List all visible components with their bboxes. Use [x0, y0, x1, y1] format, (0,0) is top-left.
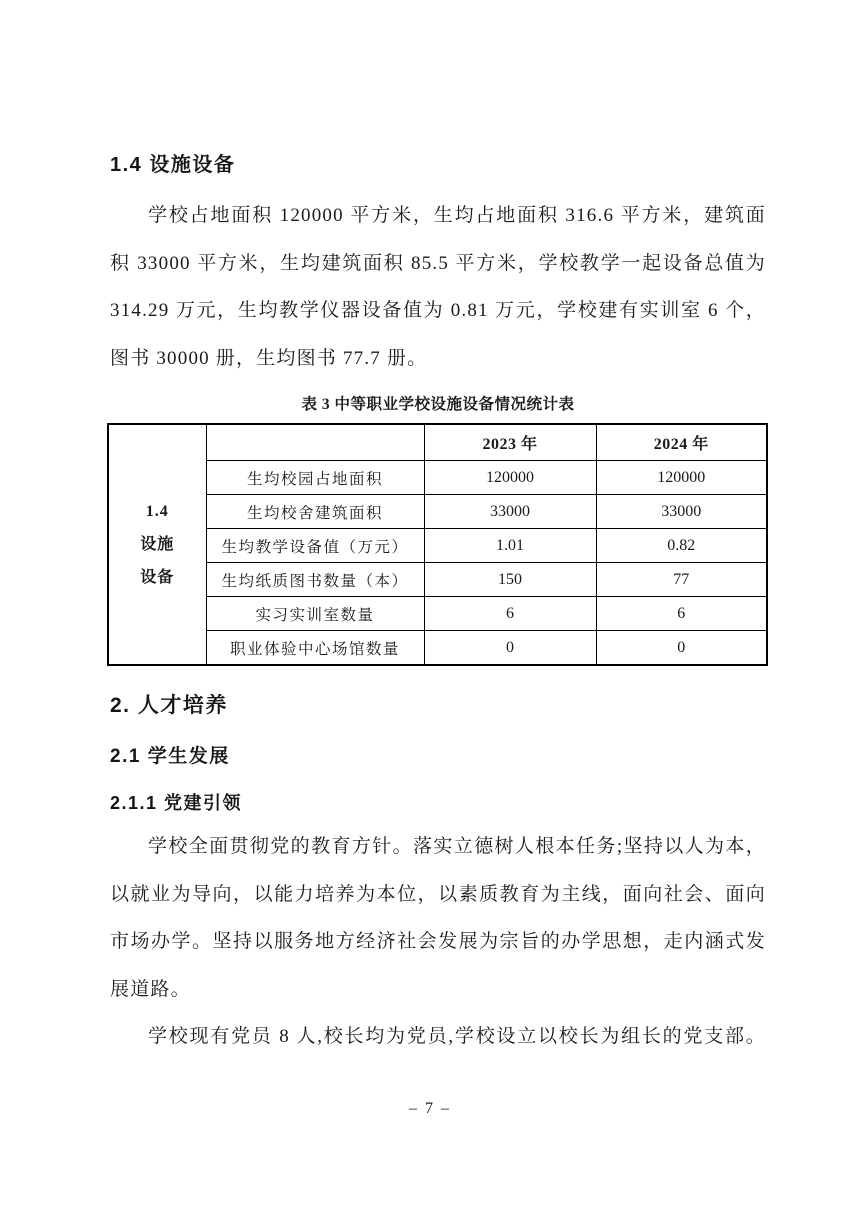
- paragraph-line: 学校占地面积 120000 平方米，生均占地面积 316.6 平方米，建筑面: [148, 205, 766, 226]
- paragraph-line: 展道路。: [110, 978, 191, 1000]
- paragraph-line: 学校现有党员 8 人,校长均为党员,学校设立以校长为组长的党支部。: [148, 1026, 766, 1047]
- merged-cell-line: 1.4: [145, 503, 169, 520]
- row-value-2024: 33000: [596, 495, 767, 529]
- table-3-facilities: [107, 423, 768, 666]
- section-1-4-paragraph: [110, 192, 766, 382]
- table-header-row: [108, 424, 767, 461]
- row-label: 生均纸质图书数量（本）: [206, 563, 424, 597]
- merged-cell-line: 设备: [140, 569, 175, 586]
- paragraph-line: 314.29 万元，生均教学仪器设备值为 0.81 万元，学校建有实训室 6 个，: [110, 300, 766, 321]
- row-value-2024: 120000: [596, 461, 767, 495]
- table-row: [108, 461, 767, 495]
- table-row: [108, 495, 767, 529]
- table-header-2023: 2023 年: [424, 424, 596, 461]
- table-row: [108, 597, 767, 631]
- paragraph-line: 积 33000 平方米，生均建筑面积 85.5 平方米，学校教学一起设备总值为: [110, 252, 766, 274]
- table-header-empty-cell: [206, 424, 424, 461]
- row-label: 职业体验中心场馆数量: [206, 631, 424, 666]
- row-value-2023: 0: [424, 631, 596, 666]
- section-2-1-1-paragraph-2: [110, 1013, 766, 1061]
- row-value-2023: 150: [424, 563, 596, 597]
- section-2-1-heading: 2.1 学生发展: [110, 746, 230, 767]
- section-1-4-heading: 1.4 设施设备: [110, 154, 236, 176]
- section-2-heading: 2. 人才培养: [110, 694, 228, 717]
- merged-cell-line: 设施: [140, 536, 175, 553]
- row-value-2024: 6: [596, 597, 767, 631]
- table-3-title: 表 3 中等职业学校设施设备情况统计表: [301, 396, 575, 413]
- row-value-2024: 0: [596, 631, 767, 666]
- table-merged-section-cell: [108, 424, 206, 665]
- row-value-2023: 1.01: [424, 529, 596, 563]
- row-label: 生均校园占地面积: [206, 461, 424, 495]
- row-value-2024: 0.82: [596, 529, 767, 563]
- row-value-2023: 33000: [424, 495, 596, 529]
- table-row: [108, 529, 767, 563]
- paragraph-line: 学校全面贯彻党的教育方针。落实立德树人根本任务;坚持以人为本，: [148, 836, 766, 857]
- row-value-2024: 77: [596, 563, 767, 597]
- row-value-2023: 120000: [424, 461, 596, 495]
- row-label: 生均教学设备值（万元）: [206, 529, 424, 563]
- table-row: [108, 631, 767, 666]
- row-label: 生均校舍建筑面积: [206, 495, 424, 529]
- page-number: – 7 –: [409, 1100, 451, 1117]
- row-value-2023: 6: [424, 597, 596, 631]
- row-label: 实习实训室数量: [206, 597, 424, 631]
- table-header-2024: 2024 年: [596, 424, 767, 461]
- paragraph-line: 市场办学。坚持以服务地方经济社会发展为宗旨的办学思想，走内涵式发: [110, 931, 766, 952]
- paragraph-line: 以就业为导向，以能力培养为本位，以素质教育为主线，面向社会、面向: [110, 883, 766, 905]
- section-2-1-1-heading: 2.1.1 党建引领: [110, 793, 243, 813]
- table-row: [108, 563, 767, 597]
- section-2-1-1-paragraph-1: [110, 823, 766, 1013]
- paragraph-line: 图书 30000 册，生均图书 77.7 册。: [110, 347, 428, 369]
